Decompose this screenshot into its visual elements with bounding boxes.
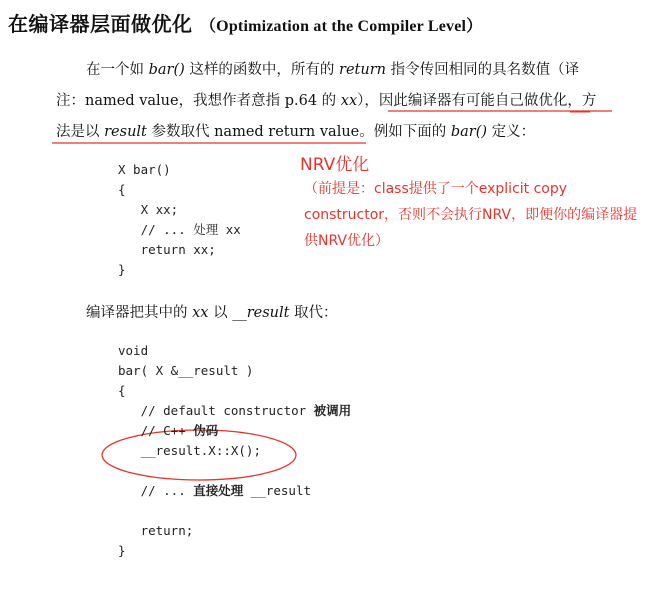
code-line: // ... 处理 xx <box>118 222 241 237</box>
text-run: 以 <box>208 305 233 321</box>
code-text: // default constructor <box>118 403 314 418</box>
code-ref: __result <box>232 305 290 321</box>
code-ref: bar() <box>148 62 185 78</box>
code-comment-cn: 伪码 <box>193 423 219 438</box>
code-line-blank <box>118 501 351 521</box>
code-line: void <box>118 343 149 358</box>
code-line <box>118 421 351 441</box>
code-line: return; <box>118 523 194 538</box>
code-line: bar( X &__result ) <box>118 363 254 378</box>
code-ref: result <box>104 124 147 140</box>
code-line: X xx; <box>118 202 179 217</box>
text-run: 定义： <box>487 124 536 140</box>
code-line: { <box>118 182 126 197</box>
code-text: // ... <box>118 483 194 498</box>
text-run: 法是以 <box>56 124 105 140</box>
code-text: __result <box>243 483 312 498</box>
code-block-original <box>118 160 241 280</box>
nrv-annotation-title: NRV优化 <box>300 155 370 175</box>
code-line: return xx; <box>118 242 216 257</box>
code-line: X bar() <box>118 162 171 177</box>
text-run: 指令传回相同的具名数值（译 <box>385 62 580 78</box>
code-ref: bar() <box>450 124 488 140</box>
code-line-constructor-call: __result.X::X(); <box>118 443 261 458</box>
text-run: 在一个如 <box>86 62 149 78</box>
code-line <box>118 481 351 501</box>
heading-en: （Optimization at the Compiler Level） <box>199 18 483 35</box>
code-comment-cn: 被调用 <box>313 403 352 418</box>
heading-cn: 在编译器层面做优化 <box>8 12 193 36</box>
text-run: 编译器把其中的 <box>86 305 193 321</box>
code-line <box>118 401 351 421</box>
code-comment-cn: 直接处理 <box>193 483 244 498</box>
text-run: 取代： <box>289 305 338 321</box>
text-run: 这样的函数中，所有的 <box>184 62 340 78</box>
text-run: 参数取代 named return value。例如下面的 <box>146 124 451 140</box>
code-line: { <box>118 383 126 398</box>
nrv-annotation-note: （前提是：class提供了一个explicit copy constructor，否则不会执行NRV，即便你的编译器提供NRV优化） <box>304 181 638 249</box>
code-ref: xx <box>340 93 358 109</box>
text-run: 注：named value，我想作者意指 p.64 的 <box>56 93 341 109</box>
transform-caption <box>86 301 338 322</box>
code-ref: return <box>339 62 386 78</box>
code-line-blank <box>118 461 351 481</box>
code-ref: xx <box>192 305 209 321</box>
code-line: } <box>118 543 126 558</box>
code-block-transformed <box>118 341 351 561</box>
text-run: ），因此编译器有可能自己做优化，方 <box>357 93 597 109</box>
code-text: // C++ <box>118 423 194 438</box>
code-line: } <box>118 262 126 277</box>
